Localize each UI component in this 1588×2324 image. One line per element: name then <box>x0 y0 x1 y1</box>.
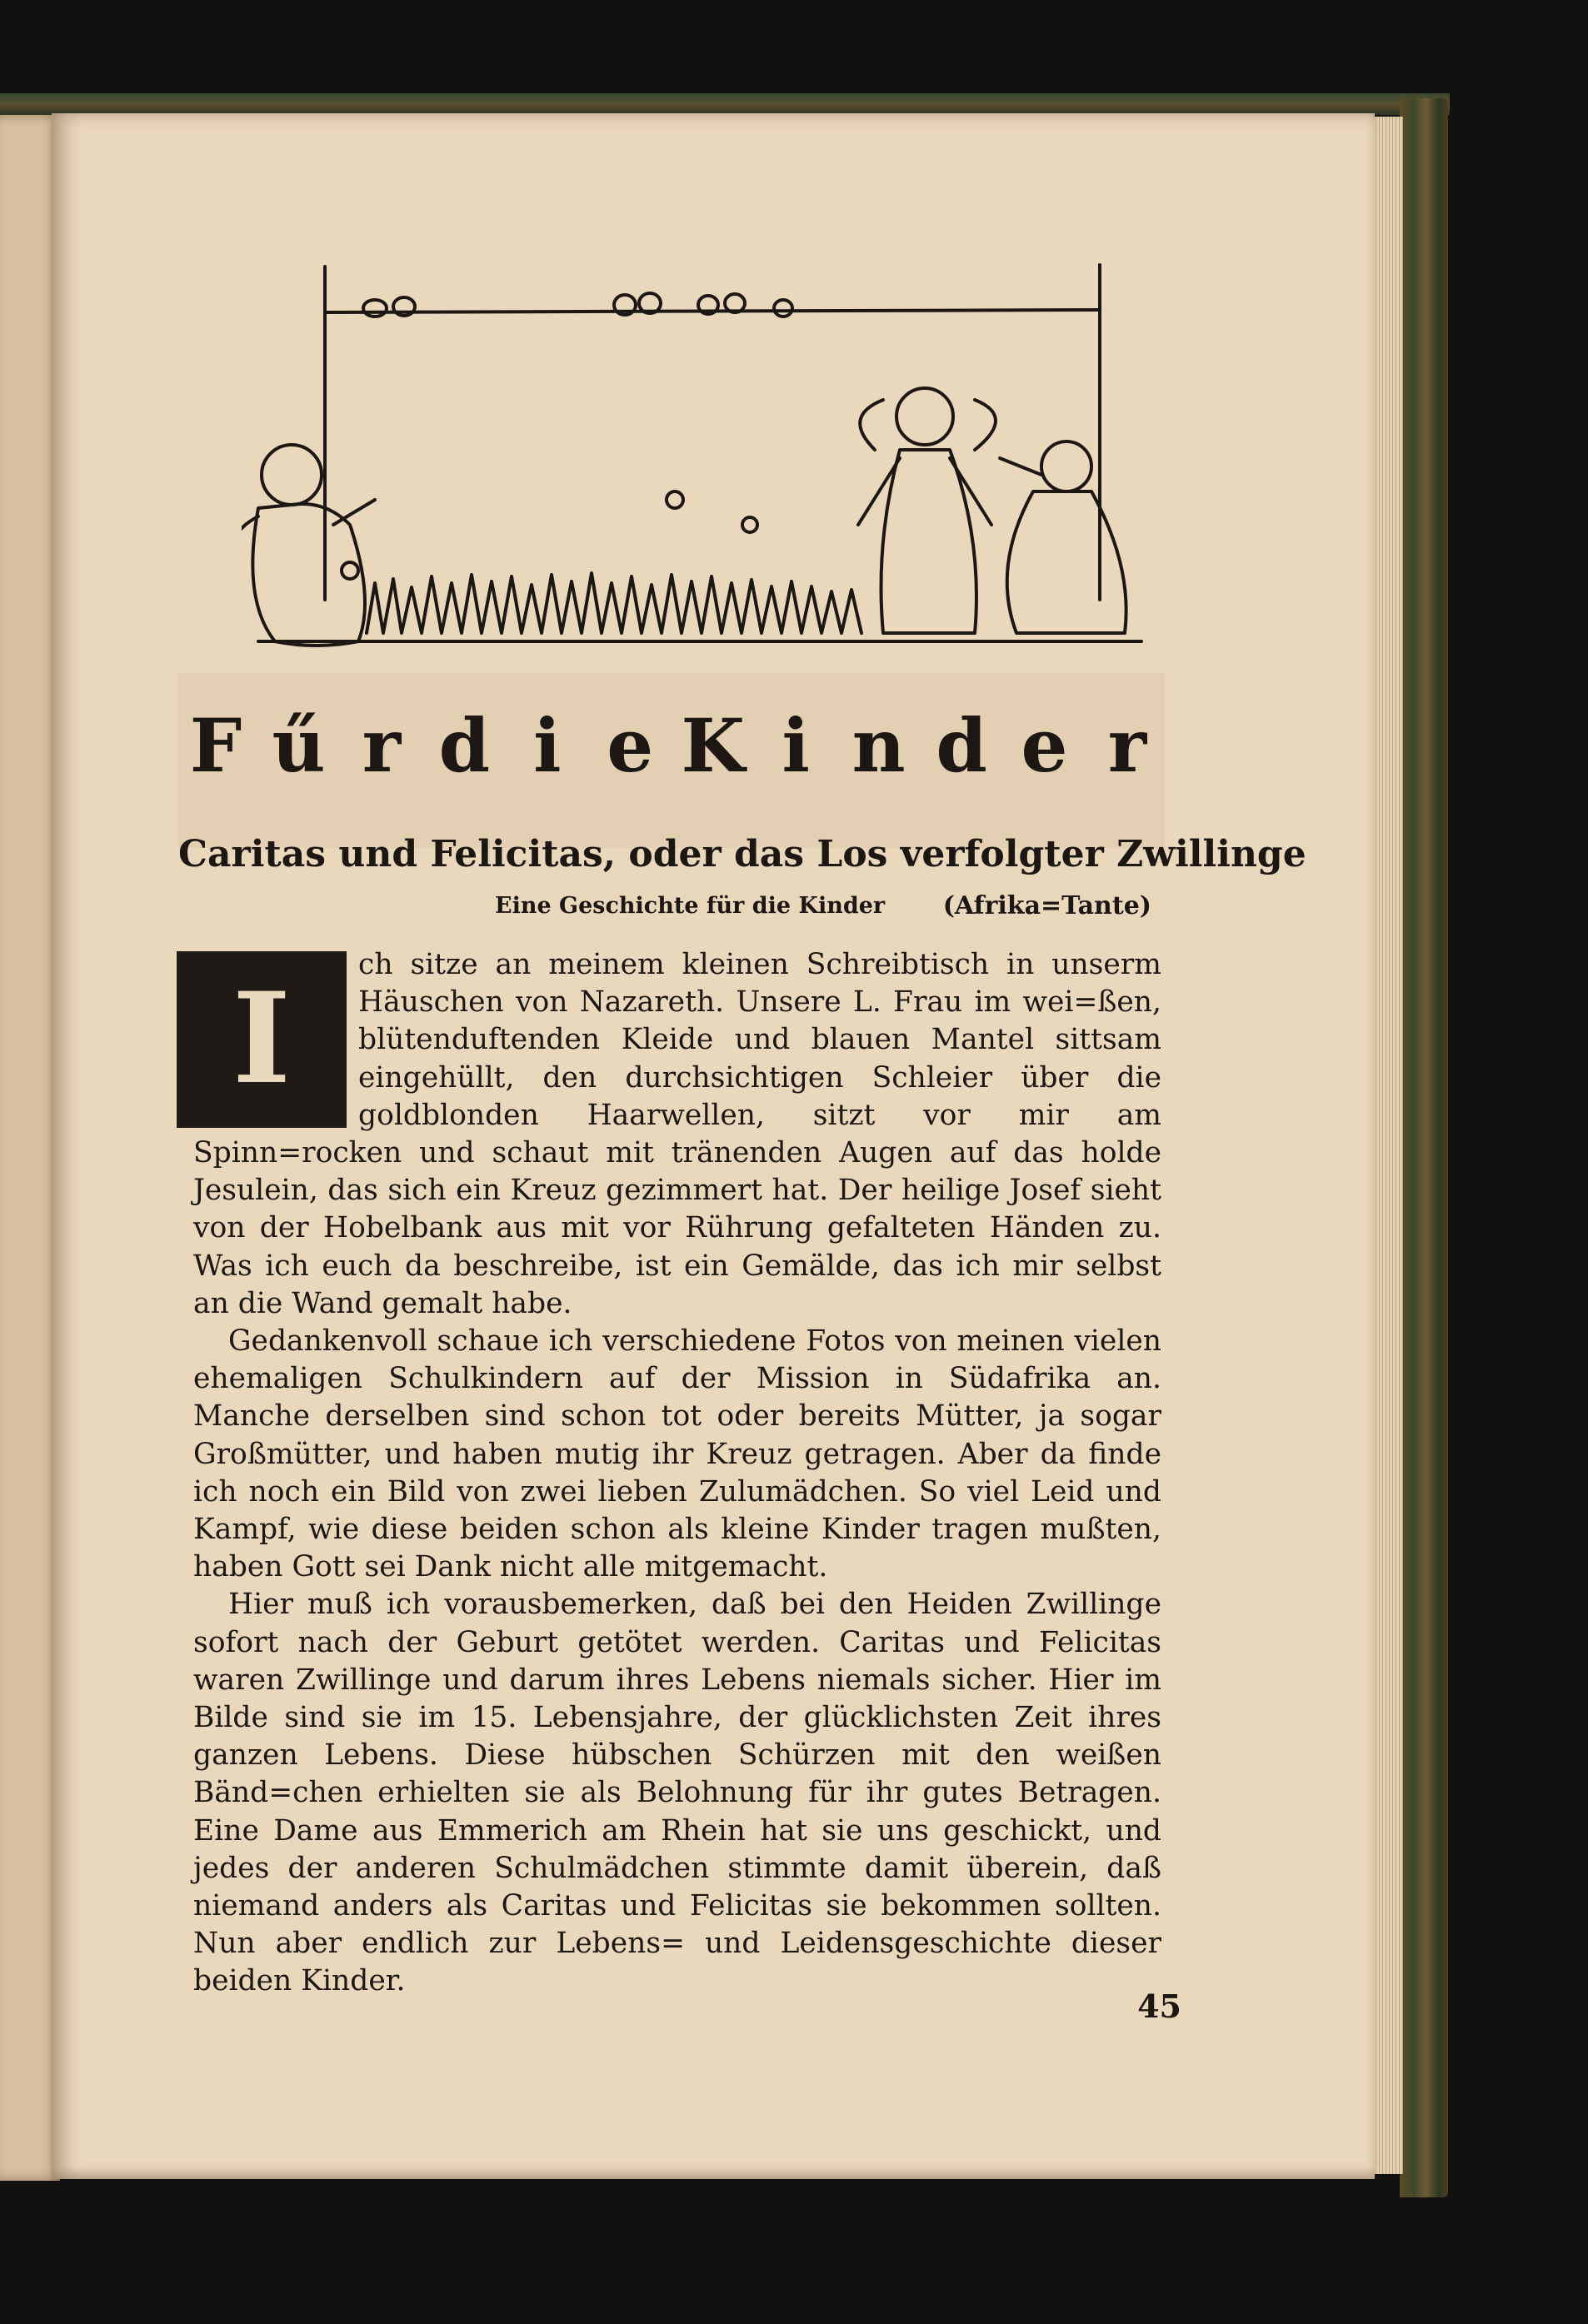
page-number: 45 <box>1137 1987 1181 2025</box>
heading-letter: r <box>1107 702 1147 789</box>
heading-letter: K <box>681 702 745 789</box>
page-heading <box>178 700 1165 791</box>
story-body <box>193 946 1161 2001</box>
heading-letter: r <box>362 702 402 789</box>
heading-letter: d <box>438 702 491 789</box>
heading-letter: F <box>189 702 242 789</box>
children-illustration <box>242 250 1175 666</box>
story-author: (Afrika=Tante) <box>942 891 1151 920</box>
heading-letter: n <box>851 702 906 789</box>
book-cover-edge <box>1400 98 1448 2197</box>
heading-letter: ű <box>272 702 326 789</box>
paragraph: Gedankenvoll schaue ich verschiedene Fotos von meinen vielen ehemaligen Schulkindern auf der Mission in Südafrika an. Manche derselben sind schon tot oder bereits Mütter, ja sogar Großmütter, und haben mutig ihr Kreuz getragen. Aber da finde ich noch ein Bild von zwei lieben Zulumädchen. So viel Leid und Kampf, wie diese beiden schon als kleine Kinder tragen mußten, haben Gott sei Dank nicht alle mitgemacht. <box>193 1324 1161 1584</box>
subtitle-row <box>178 888 1165 928</box>
heading-letter: i <box>782 702 810 789</box>
paragraph: ch sitze an meinem kleinen Schreibtisch in unserm Häuschen von Nazareth. Unsere L. Frau im wei=ßen, blütenduftenden Kleide und blauen Mantel sittsam eingehüllt, den durchsichtigen Schleier über die goldblonden Haarwellen, sitzt vor mir am Spinn=rocken und schaut mit tränenden Augen auf das holde Jesulein, das sich ein Kreuz gezimmert hat. Der heilige Josef sieht von der Hobelbank aus mit vor Rührung gefalteten Händen zu. Was ich euch da beschreibe, ist ein Gemälde, das ich mir selbst an die Wand gemalt habe. <box>193 948 1161 1320</box>
book-top-edge <box>0 93 1450 115</box>
heading-letter: d <box>936 702 987 789</box>
paragraph: Hier muß ich vorausbemerken, daß bei den Heiden Zwillinge sofort nach der Geburt getötet werden. Caritas und Felicitas waren Zwillinge und darum ihres Lebens niemals sicher. Hier im Bilde sind sie im 15. Lebensjahre, der glücklichsten Zeit ihres ganzen Lebens. Diese hübschen Schürzen mit den weißen Bänd=chen erhielten sie als Belohnung für ihr gutes Betragen. Eine Dame aus Emmerich am Rhein hat sie uns geschickt, und jedes der anderen Schulmädchen stimmte damit überein, daß niemand anders als Caritas und Felicitas sie bekommen sollten. Nun aber endlich zur Lebens= und Leidensgeschichte dieser beiden Kinder. <box>193 1588 1161 1998</box>
story-title: Caritas und Felicitas, oder das Los verfolgter Zwillinge <box>178 833 1306 875</box>
heading-letter: i <box>533 702 562 789</box>
dropcap-letter: I <box>232 965 292 1113</box>
ornamental-dropcap <box>177 951 347 1128</box>
heading-letter: e <box>607 702 654 789</box>
story-subtitle: Eine Geschichte für die Kinder <box>495 893 886 919</box>
heading-letter: e <box>1021 702 1068 789</box>
